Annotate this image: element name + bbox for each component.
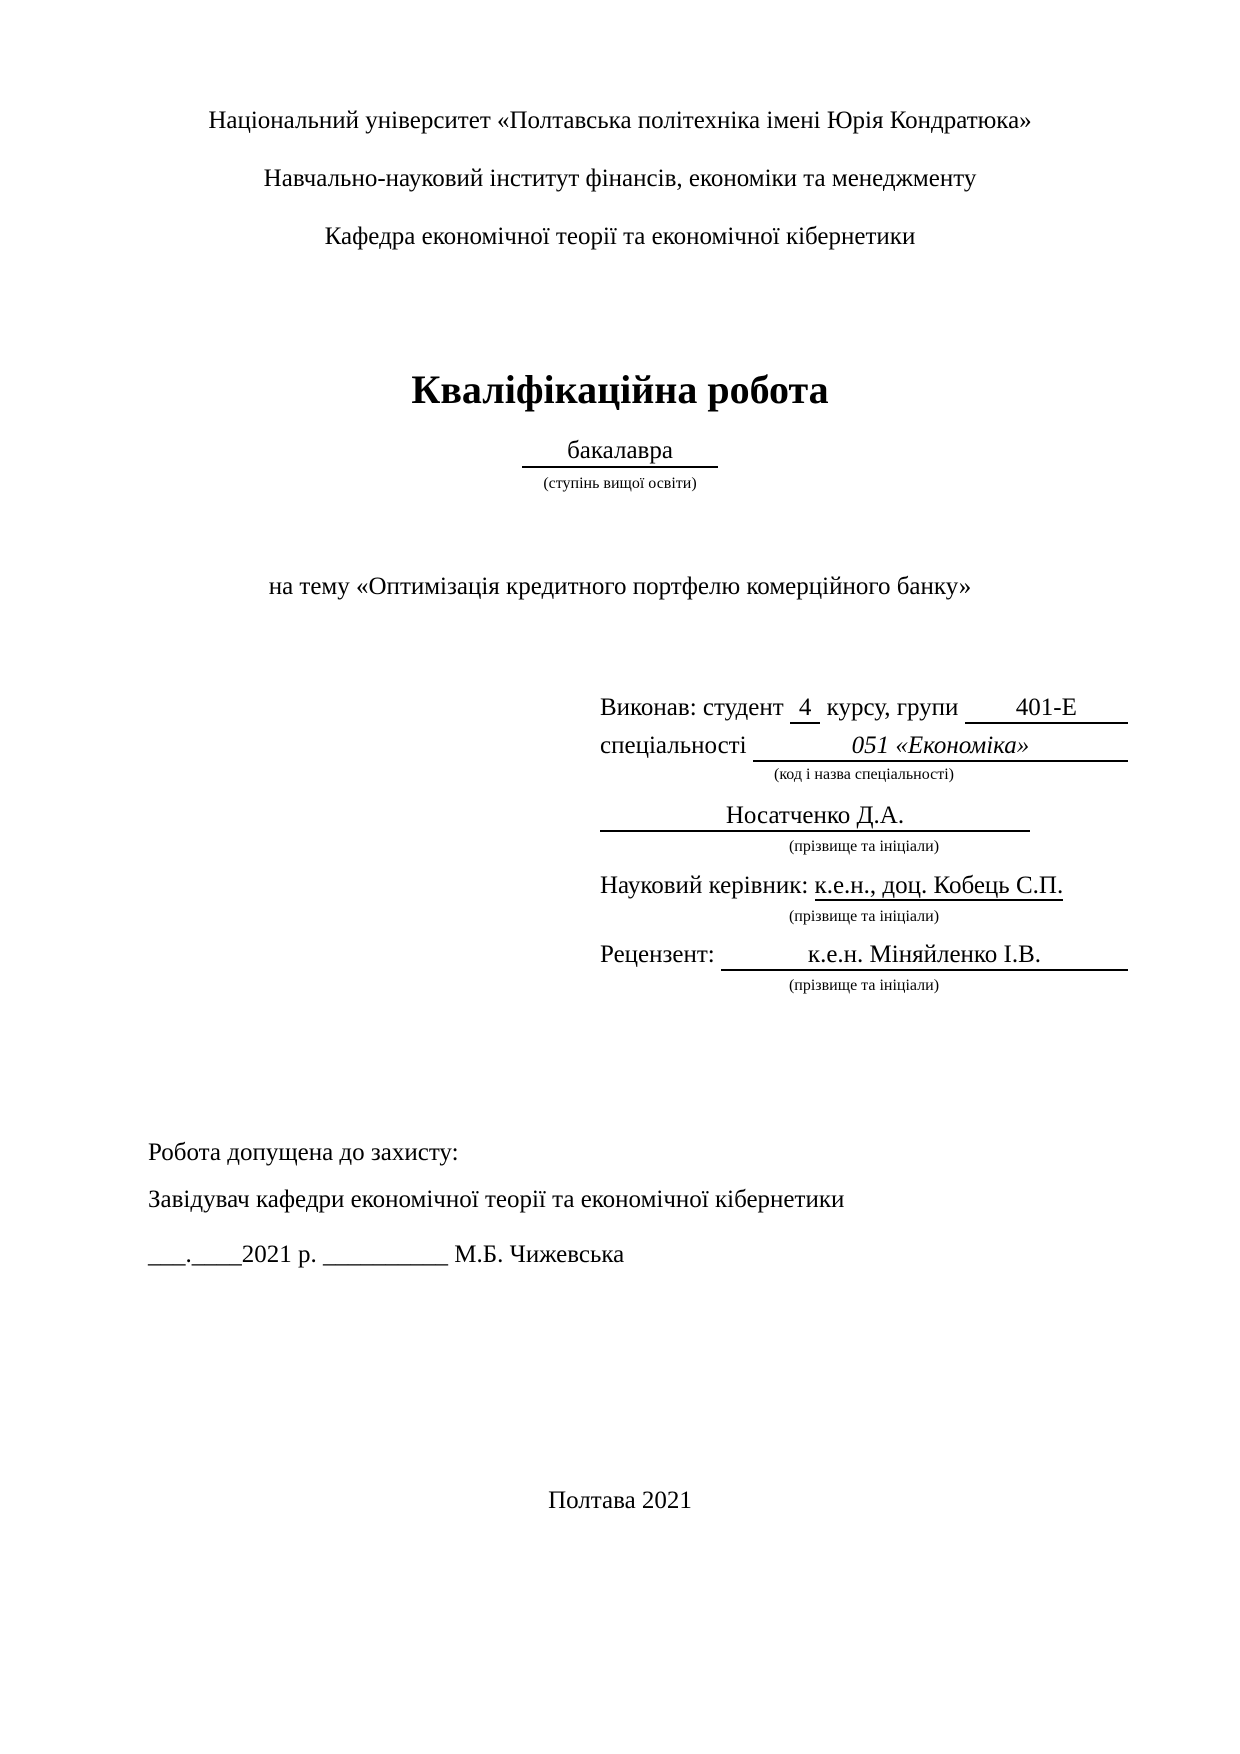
speciality-caption: (код і назва спеціальності)	[774, 766, 954, 783]
student-name: Носатченко Д.А.	[600, 802, 1030, 832]
approval-note: Робота допущена до захисту:	[148, 1139, 459, 1166]
degree-caption: (ступінь вищої освіти)	[543, 475, 697, 492]
student-name-caption: (прізвище та ініціали)	[788, 838, 940, 855]
university-name: Національний університет «Полтавська політехніка імені Юрія Кондратюка»	[208, 107, 1032, 134]
approval-block	[148, 1138, 844, 1270]
executor-block	[600, 694, 1128, 996]
group-value: 401-Е	[965, 694, 1128, 724]
student-name-line	[600, 802, 1128, 837]
course-value: 4	[790, 694, 821, 724]
speciality-line	[600, 732, 1128, 765]
reviewer-caption: (прізвище та ініціали)	[788, 977, 940, 994]
supervisor-line	[600, 872, 1128, 907]
reviewer-name: к.е.н. Міняйленко І.В.	[721, 941, 1128, 971]
executor-middle: курсу, групи	[820, 694, 965, 721]
supervisor-name: к.е.н., доц. Кобець С.П.	[814, 872, 1064, 899]
executor-line	[600, 694, 1128, 732]
department-head-line: Завідувач кафедри економічної теорії та економічної кібернетики	[148, 1186, 845, 1213]
institute-name: Навчально-науковий інститут фінансів, економіки та менеджменту	[263, 165, 977, 192]
degree-line	[0, 436, 1240, 468]
degree-value: бакалавра	[522, 436, 718, 468]
executor-prefix: Виконав: студент	[600, 694, 790, 721]
thesis-theme: на тему «Оптимізація кредитного портфелю комерційного банку»	[268, 573, 972, 600]
supervisor-caption: (прізвище та ініціали)	[788, 908, 940, 925]
reviewer-label: Рецензент:	[600, 941, 721, 968]
university-header	[0, 92, 1240, 266]
reviewer-line	[600, 941, 1128, 976]
supervisor-label: Науковий керівник:	[600, 872, 815, 899]
speciality-label: спеціальності	[600, 732, 753, 759]
thesis-title: Кваліфікаційна робота	[411, 367, 829, 412]
city-year: Полтава 2021	[548, 1487, 692, 1514]
speciality-value: 051 «Економіка»	[753, 732, 1128, 762]
department-name: Кафедра економічної теорії та економічної кібернетики	[324, 223, 916, 250]
approval-signature-line: ___.____2021 р. __________ М.Б. Чижевська	[148, 1241, 625, 1268]
